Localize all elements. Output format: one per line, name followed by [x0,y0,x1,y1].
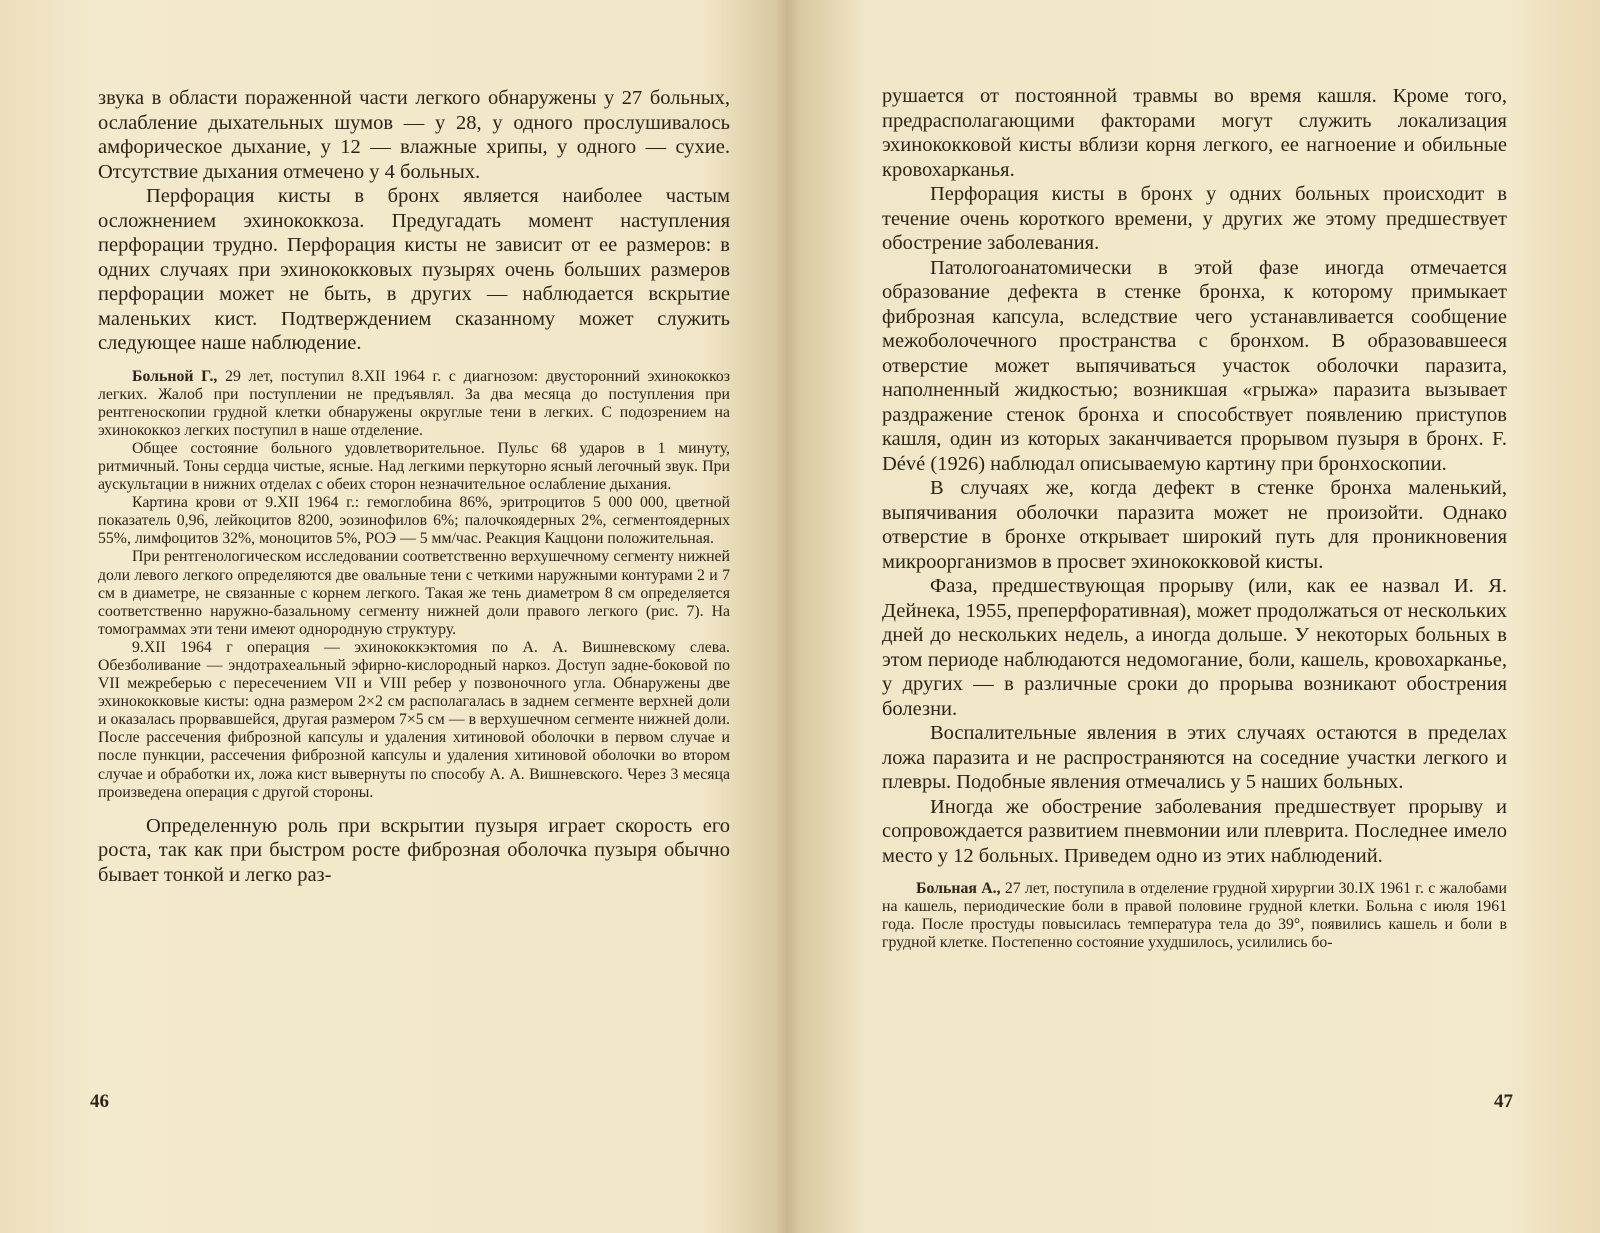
left-body-top [98,86,730,356]
left-body-bottom [98,814,730,888]
right-case-lead: Больная А., [916,880,1001,897]
left-case-intro [98,368,730,440]
left-case-lead: Больной Г., [132,367,218,385]
right-case-report [882,880,1507,952]
right-paragraph-1: рушается от постоянной травмы во время кашля. Кроме того, предрасполагающими факторами могут служить локализация эхинококковой кисты вблизи корня легкого, ее нагноение и обильные кровохарканья. [882,85,1507,181]
left-case-report [98,368,730,802]
right-case-text-1: 27 лет, поступила в отделение грудной хирургии 30.IX 1961 г. с жалобами на кашель, периодические боли в правой половине грудной клетки. Больна с июля 1961 года. После простуды повысилась температура тела до 39°, появились кашель и боли в грудной клетке. Постепенно состояние ухудшилось, усилились бо- [882,880,1507,952]
left-paragraph-2: Перфорация кисты в бронх является наиболее частым осложнением эхинококкоза. Предугадать момент наступления перфорации трудно. Перфорация кисты не зависит от ее размеров: в одних случаях при эхинококковых пузырях очень больших размеров перфорации может не быть, в других — наблюдается вскрытие маленьких кист. Подтверждением сказанному может служить следующее наше наблюдение. [98,185,730,354]
right-paragraph-4: В случаях же, когда дефект в стенке бронха маленький, выпячивания оболочки паразита может не произойти. Однако отверстие в бронхе открывает широкий путь для проникновения микроорганизмов в просвет эхинококковой кисты. [882,477,1507,573]
right-text-column [882,84,1507,952]
left-case-text-1: 29 лет, поступил 8.XII 1964 г. с диагнозом: двусторонний эхинококкоз легких. Жалоб при поступлении не предъявлял. За два месяца до поступления при рентгеноскопии грудной клетки обнаружены округлые тени в легких. С подозрением на эхинококкоз легких поступил в наше отделение. [98,367,730,439]
left-page-number: 46 [90,1091,109,1112]
left-paragraph-1: звука в области пораженной части легкого обнаружены у 27 больных, ослабление дыхательных шумов — у 28, у одного прослушивалось амфорическое дыхание, у 12 — влажные хрипы, у одного — сухие. Отсутствие дыхания отмечено у 4 больных. [98,87,730,183]
left-case-text-3: Картина крови от 9.XII 1964 г.: гемоглобина 86%, эритроцитов 5 000 000, цветной показатель 0,96, лейкоцитов 8200, эозинофилов 6%; палочкоядерных 2%, сегментоядерных 55%, лимфоцитов 32%, моноцитов 5%, РОЭ — 5 мм/час. Реакция Каццони положительная. [98,494,730,548]
left-case-text-4: При рентгенологическом исследовании соответственно верхушечному сегменту нижней доли левого легкого определяются две овальные тени с четкими наружными контурами 2 и 7 см в диаметре, не связанные с корнем легкого. Такая же тень диаметром 8 см определяется соответственно наружно-базальному сегменту нижней доли правого легкого (рис. 7). На томограммах эти тени имеют однородную структуру. [98,548,730,638]
right-page-number: 47 [1494,1091,1513,1112]
right-body [882,84,1507,868]
right-paragraph-2: Перфорация кисты в бронх у одних больных происходит в течение очень короткого времени, у других же этому предшествует обострение заболевания. [882,183,1507,254]
right-paragraph-5: Фаза, предшествующая прорыву (или, как ее назвал И. Я. Дейнека, 1955, преперфоративная), может продолжаться от нескольких дней до нескольких недель, а иногда дольше. У некоторых больных в этом периоде наблюдаются недомогание, боли, кашель, кровохарканье, у других — в различные сроки до прорыва возникают обострения болезни. [882,575,1507,720]
right-page [800,0,1600,1233]
left-paragraph-3: Определенную роль при вскрытии пузыря играет скорость его роста, так как при быстром росте фиброзная оболочка пузыря обычно бывает тонкой и легко раз- [98,814,730,886]
right-paragraph-7: Иногда же обострение заболевания предшествует прорыву и сопровождается развитием пневмонии или плеврита. Последнее имело место у 12 больных. Приведем одно из этих наблюдений. [882,795,1507,867]
left-case-text-5: 9.XII 1964 г операция — эхинококкэктомия по А. А. Вишневскому слева. Обезболивание — эндотрахеальный эфирно-кислородный наркоз. Доступ задне-боковой по VII межреберью с пересечением VII и VIII ребер у позвоночного угла. Обнаружены две эхинококковые кисты: одна размером 2×2 см располагалась в заднем сегменте верхней доли и оказалась прорвавшейся, другая размером 7×5 см — в верхушечном сегменте нижней доли. После рассечения фиброзной капсулы и удаления хитиновой оболочки в первом случае и после пункции, рассечения фиброзной капсулы и удаления хитиновой оболочки во втором случае и обработки их, ложа кист вывернуты по способу А. А. Вишневского. Через 3 месяца произведена операция с другой стороны. [98,638,730,801]
right-paragraph-6: Воспалительные явления в этих случаях остаются в пределах ложа паразита и не распространяются на соседние участки легкого и плевры. Подобные явления отмечались у 5 наших больных. [882,722,1507,793]
left-text-column [98,86,730,887]
right-case-intro [882,880,1507,952]
left-case-text-2: Общее состояние больного удовлетворительное. Пульс 68 ударов в 1 минуту, ритмичный. Тоны сердца чистые, ясные. Над легкими перкуторно ясный легочный звук. При аускультации в нижних отделах с обеих сторон незначительное ослабление дыхания. [98,439,730,494]
right-paragraph-3: Патологоанатомически в этой фазе иногда отмечается образование дефекта в стенке бронха, к которому примыкает фиброзная капсула, вследствие чего устанавливается сообщение межоболочечного пространства с бронхом. В образовавшееся отверстие может выпячиваться участок оболочки паразита, наполненный жидкостью; возникшая «грыжа» паразита вызывает раздражение стенок бронха и способствует появлению приступов кашля, один из которых заканчивается прорывом пузыря в бронх. F. Dévé (1926) наблюдал описываемую картину при бронхоскопии. [882,256,1507,475]
